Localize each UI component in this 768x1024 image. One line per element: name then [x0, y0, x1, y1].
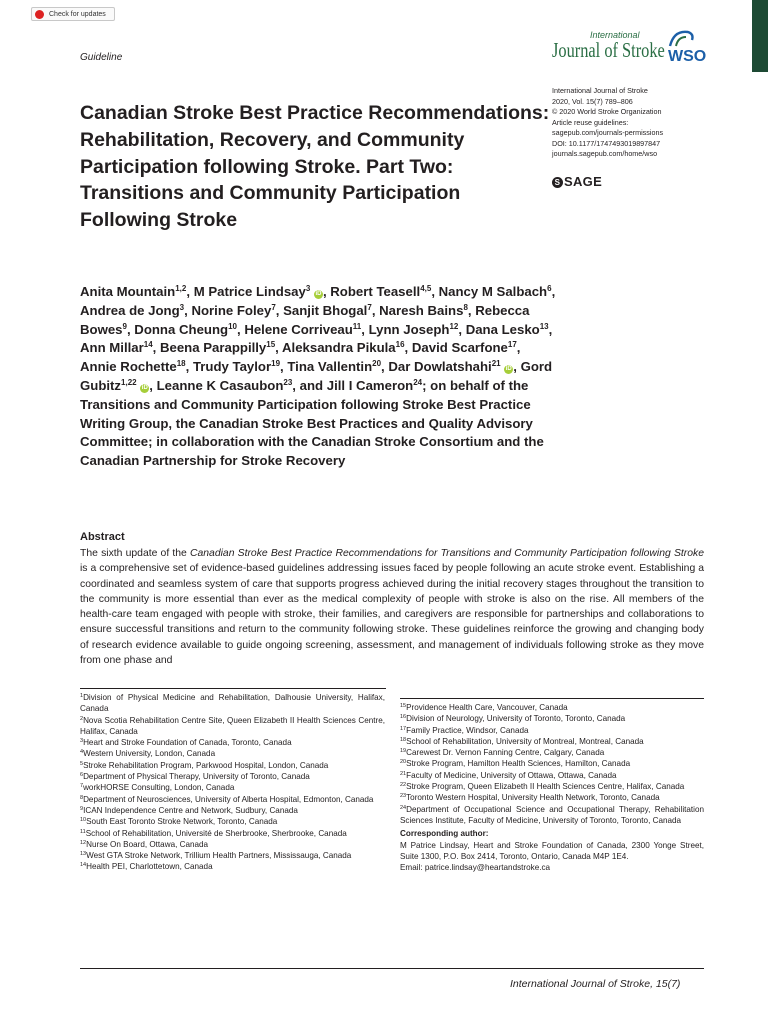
- affiliation-text: Division of Neurology, University of Toronto, Toronto, Canada: [406, 714, 626, 724]
- affiliation-text: West GTA Stroke Network, Trillium Health Partners, Mississauga, Canada: [86, 851, 352, 861]
- check-for-updates-badge[interactable]: [31, 7, 115, 21]
- author-affiliation-number: 12: [449, 321, 459, 331]
- abstract-guideline-title: Canadian Stroke Best Practice Recommendations for Transitions and Community Participation following Stroke: [190, 548, 704, 559]
- author-affiliation-number: 3: [305, 284, 311, 293]
- affiliation-text: Providence Health Care, Vancouver, Canada: [406, 703, 568, 712]
- affiliation-number: 22: [400, 782, 407, 789]
- publication-info-line: International Journal of Stroke: [552, 86, 648, 95]
- affiliation-number: 8: [80, 794, 84, 801]
- affiliation-item: [400, 781, 704, 792]
- author-affiliation-number: 10: [228, 321, 237, 331]
- author-name: Robert Teasell: [330, 284, 421, 299]
- author-name: Dana Lesko: [465, 321, 540, 337]
- affiliation-text: Family Practice, Windsor, Canada: [406, 725, 529, 735]
- affiliation-text: Toronto Western Hospital, University Health Network, Toronto, Canada: [406, 793, 660, 803]
- author-affiliation-number: 8: [463, 302, 468, 312]
- author-affiliation-number: 24: [413, 377, 423, 387]
- affiliation-number: 13: [80, 851, 87, 858]
- author-name: Helene Corriveau: [244, 321, 353, 337]
- affiliation-text: Carewest Dr. Vernon Fanning Centre, Calgary, Canada: [406, 748, 605, 758]
- check-updates-label: Check for updates: [49, 11, 106, 18]
- corresponding-author-email[interactable]: Email: patrice.lindsay@heartandstroke.ca: [400, 863, 551, 873]
- affiliation-text: Stroke Rehabilitation Program, Parkwood Hospital, London, Canada: [83, 760, 329, 770]
- journal-logo-small-text: International: [590, 30, 640, 40]
- affiliation-item: [80, 737, 385, 748]
- author-name: Andrea de Jong: [80, 302, 180, 318]
- affiliation-number: 21: [400, 770, 407, 777]
- affiliation-item: [400, 804, 704, 827]
- author-name: Trudy Taylor: [192, 359, 272, 375]
- author-affiliation-number: 16: [395, 340, 405, 350]
- author-name: Ann Millar: [80, 340, 144, 356]
- check-updates-icon: [35, 10, 44, 19]
- footer-divider: [80, 968, 704, 969]
- wso-logo-icon: [666, 28, 696, 50]
- affiliation-number: 12: [80, 839, 87, 846]
- affiliation-text: Division of Physical Medicine and Rehabilitation, Dalhousie University, Halifax, Canada: [80, 693, 385, 714]
- affiliation-text: Western University, London, Canada: [83, 749, 216, 759]
- author-name: Gord Gubitz: [80, 359, 553, 393]
- publication-info-line: sagepub.com/journals-permissions: [552, 128, 664, 137]
- author-affiliation-number: 4,5: [420, 284, 432, 293]
- affiliation-number: 18: [400, 736, 407, 743]
- affiliation-number: 11: [80, 828, 86, 835]
- affiliation-number: 16: [400, 714, 407, 721]
- publication-info-line: DOI: 10.1177/1747493019897847: [552, 138, 661, 148]
- author-affiliation-number: 9: [122, 321, 127, 331]
- affiliation-number: 5: [80, 760, 84, 767]
- affiliation-text: Department of Neurosciences, University of Alberta Hospital, Edmonton, Canada: [83, 794, 374, 804]
- author-list: Anita Mountain$^{1,2}$, M Patrice Lindsay$^3$ iD , Robert Teasell$^{4,5}$, Nancy M Salbach$^6$, Andrea de Jong$^3$, Norine Foley$^7$, Sanjit Bhogal$^7$, Naresh Bains$^8$, Rebecca Bowes$^9$, Donna Cheung$^{10}$, Helene Corriveau$^{11}$, Lynn Joseph$^{12}$, Dana Lesko$^{13}$, Ann Millar$^{14}$, Beena Parappilly$^{15}$, Aleksandra Pikula$^{16}$, David Scarfone$^{17}$, Annie Rochette$^{18}$, Trudy Taylor$^{19}$, Tina Vallentin$^{20}$, Dar Dowlatshahi$^{21}$ iD , Gord Gubitz$^{1,22}$ iD , Leanne K Casaubon$^{23}$, and Jill I Cameron$^{24}$; on behalf of the Transitions and Community Participation following Stroke Best Practice Writing Group, the Canadian Stroke Best Practices and Quality Advisory Committee; in collaboration with the Canadian Stroke Consortium and the Canadian Partnership for Stroke Recovery: [80, 284, 556, 469]
- author-affiliation-number: 21: [491, 359, 501, 369]
- affiliation-text: Heart and Stroke Foundation of Canada, Toronto, Canada: [83, 738, 292, 748]
- affiliation-text: ICAN Independence Centre and Network, Sudbury, Canada: [83, 805, 298, 815]
- affiliation-text: Nova Scotia Rehabilitation Centre Site, Queen Elizabeth II Health Sciences Centre, Halifax, Canada: [80, 715, 385, 736]
- affiliation-text: School of Rehabilitation, Université de Sherbrooke, Sherbrooke, Canada: [85, 828, 347, 838]
- abstract-heading: Abstract: [80, 531, 125, 543]
- author-name: Norine Foley: [191, 302, 272, 318]
- author-affiliation-number: 19: [271, 359, 281, 369]
- affiliations-right-list: [400, 702, 704, 826]
- affiliation-item: [80, 748, 385, 759]
- affiliation-number: 20: [400, 759, 407, 766]
- affiliation-item: [80, 839, 385, 850]
- publisher-logo: [552, 174, 602, 189]
- affiliation-number: 3: [80, 738, 84, 745]
- affiliation-item: [80, 782, 385, 793]
- publication-info-line: © 2020 World Stroke Organization: [552, 107, 662, 116]
- author-name: Tina Vallentin: [287, 359, 373, 375]
- author-affiliation-number: 1,2: [175, 284, 187, 293]
- affiliation-number: 10: [80, 817, 87, 824]
- affiliation-item: [400, 702, 704, 713]
- author-name: Annie Rochette: [80, 359, 177, 375]
- affiliation-item: [80, 850, 385, 861]
- affiliation-item: [80, 816, 385, 827]
- affiliation-number: 15: [400, 703, 407, 709]
- corresponding-author-label: Corresponding author:: [400, 829, 489, 839]
- orcid-icon[interactable]: iD: [141, 384, 148, 391]
- author-name: Dar Dowlatshahi: [388, 359, 492, 375]
- author-name: Lynn Joseph: [368, 321, 450, 337]
- affiliation-text: Department of Occupational Science and Occupational Therapy, Rehabilitation Sciences Institute, Faculty of Medicine, University of Toronto, Toronto, Canada: [400, 804, 704, 825]
- affiliation-item: [80, 760, 385, 771]
- affiliations-divider-left: [80, 688, 386, 689]
- affiliation-number: 14: [80, 862, 87, 869]
- author-affiliation-number: 23: [283, 377, 293, 387]
- author-name: Donna Cheung: [134, 321, 229, 337]
- affiliations-right-column: [400, 702, 704, 873]
- affiliation-number: 19: [400, 748, 407, 755]
- author-name: Rebecca Bowes: [80, 302, 530, 337]
- publisher-name: SAGE: [564, 174, 603, 189]
- affiliation-number: 4: [80, 749, 84, 756]
- affiliations-left-column: [80, 692, 385, 873]
- affiliation-number: 17: [400, 725, 407, 732]
- affiliation-item: [80, 794, 385, 805]
- affiliation-number: 24: [400, 804, 407, 811]
- corresponding-author-address: M Patrice Lindsay, Heart and Stroke Foundation of Canada, 2300 Yonge Street, Suite 1300, P.O. Box 2414, Toronto, Ontario, Canada M4P 1E4.: [400, 840, 704, 861]
- orcid-icon[interactable]: iD: [505, 366, 512, 373]
- affiliation-item: [400, 713, 704, 724]
- article-title: Canadian Stroke Best Practice Recommendations: Rehabilitation, Recovery, and Community Participation following Stroke. Part Two: Transitions and Community Participation Following Stroke: [80, 102, 550, 232]
- abstract-lead: The sixth update of the: [80, 548, 190, 559]
- section-label: Guideline: [80, 52, 123, 63]
- author-affiliation-number: 15: [266, 340, 276, 350]
- affiliation-number: 2: [80, 715, 84, 722]
- abstract-body: is a comprehensive set of evidence-based guidelines addressing issues faced by people following an acute stroke event. Establishing a coordinated and seamless system of care that supports progress achieved during the initial recovery stages throughout the transition to the community is more essential than ever as the medical complexity of people with stroke is also on the rise. All members of the health-care team engaged with people with stroke, their families, and caregivers are responsible for partnerships and collaborations to ensure successful transitions and return to the community following stroke. These guidelines reinforce the growing and changing body of research evidence available to guide ongoing screening, assessment, and management of individuals following stroke as they move from one phase and: [80, 563, 704, 667]
- author-name: Naresh Bains: [379, 302, 464, 318]
- author-name: Beena Parappilly: [159, 340, 267, 356]
- affiliation-number: 23: [400, 793, 407, 800]
- affiliation-text: Stroke Program, Hamilton Health Sciences, Hamilton, Canada: [406, 759, 631, 769]
- author-affiliation-number: 7: [367, 302, 372, 312]
- sage-icon: S: [552, 177, 563, 188]
- author-name: M Patrice Lindsay: [193, 284, 306, 299]
- author-affiliation-number: 11: [352, 321, 362, 331]
- author-affiliation-number: 6: [547, 284, 552, 293]
- author-affiliation-number: 7: [271, 302, 276, 312]
- affiliation-number: 9: [80, 805, 84, 812]
- wso-logo-text: WSO: [668, 48, 707, 65]
- publication-info-line: 2020, Vol. 15(7) 789–806: [552, 96, 633, 106]
- journal-color-bar: [752, 0, 768, 72]
- affiliation-text: workHORSE Consulting, London, Canada: [83, 783, 235, 793]
- author-name: Jill I Cameron: [326, 377, 414, 393]
- affiliation-text: Faculty of Medicine, University of Ottawa, Ottawa, Canada: [406, 770, 617, 780]
- affiliation-number: 7: [80, 783, 84, 790]
- publication-info-line: journals.sagepub.com/home/wso: [552, 149, 658, 158]
- author-and: and: [299, 377, 327, 393]
- author-name: Anita Mountain: [80, 284, 176, 299]
- author-affiliation-number: 13: [539, 321, 549, 331]
- author-affiliation-number: 18: [176, 359, 186, 369]
- affiliation-item: [80, 715, 385, 738]
- affiliation-text: Stroke Program, Queen Elizabeth II Health Sciences Centre, Halifax, Canada: [406, 782, 685, 792]
- author-group-statement: ; on behalf of the Transitions and Community Participation following Stroke Best Practice Writing Group, the Canadian Stroke Best Practices and Quality Advisory Committee; in collaboration with the Canadian Stroke Consortium and the Canadian Partnership for Stroke Recovery: [80, 377, 544, 469]
- affiliation-item: [400, 736, 704, 747]
- author-affiliation-number: 1,22: [121, 377, 137, 387]
- journal-logo-name: Journal of Stroke: [552, 38, 665, 62]
- affiliation-item: [80, 861, 385, 872]
- publication-info: [552, 86, 663, 160]
- affiliation-item: [400, 792, 704, 803]
- affiliation-item: [80, 771, 385, 782]
- affiliation-number: 6: [80, 772, 84, 779]
- author-affiliation-number: 14: [143, 340, 153, 350]
- orcid-icon[interactable]: iD: [315, 291, 322, 297]
- affiliation-item: [400, 770, 704, 781]
- affiliation-text: Department of Physical Therapy, University of Toronto, Canada: [83, 772, 310, 782]
- author-name: Leanne K Casaubon: [156, 377, 284, 393]
- affiliation-text: Nurse On Board, Ottawa, Canada: [86, 839, 209, 849]
- publication-info-line: Article reuse guidelines:: [552, 117, 629, 127]
- affiliation-text: Health PEI, Charlottetown, Canada: [86, 862, 213, 872]
- author-name: Sanjit Bhogal: [283, 302, 368, 318]
- affiliation-item: [400, 758, 704, 769]
- affiliations-divider-right: [400, 698, 704, 699]
- author-affiliation-number: 20: [372, 359, 382, 369]
- affiliation-item: [80, 692, 385, 715]
- author-name: David Scarfone: [411, 340, 508, 356]
- affiliation-item: [400, 725, 704, 736]
- author-affiliation-number: 3: [179, 302, 185, 312]
- affiliation-number: 1: [80, 693, 84, 699]
- author-name: Aleksandra Pikula: [282, 340, 396, 356]
- abstract-text: [80, 546, 704, 668]
- author-affiliation-number: 17: [507, 340, 517, 350]
- footer-journal-citation: International Journal of Stroke, 15(7): [510, 978, 681, 990]
- affiliation-item: [80, 828, 385, 839]
- affiliation-item: [400, 747, 704, 758]
- affiliation-text: School of Rehabilitation, University of Montreal, Montreal, Canada: [406, 736, 644, 746]
- affiliation-item: [80, 805, 385, 816]
- author-name: Nancy M Salbach: [438, 284, 548, 299]
- affiliation-text: South East Toronto Stroke Network, Toronto, Canada: [86, 817, 278, 827]
